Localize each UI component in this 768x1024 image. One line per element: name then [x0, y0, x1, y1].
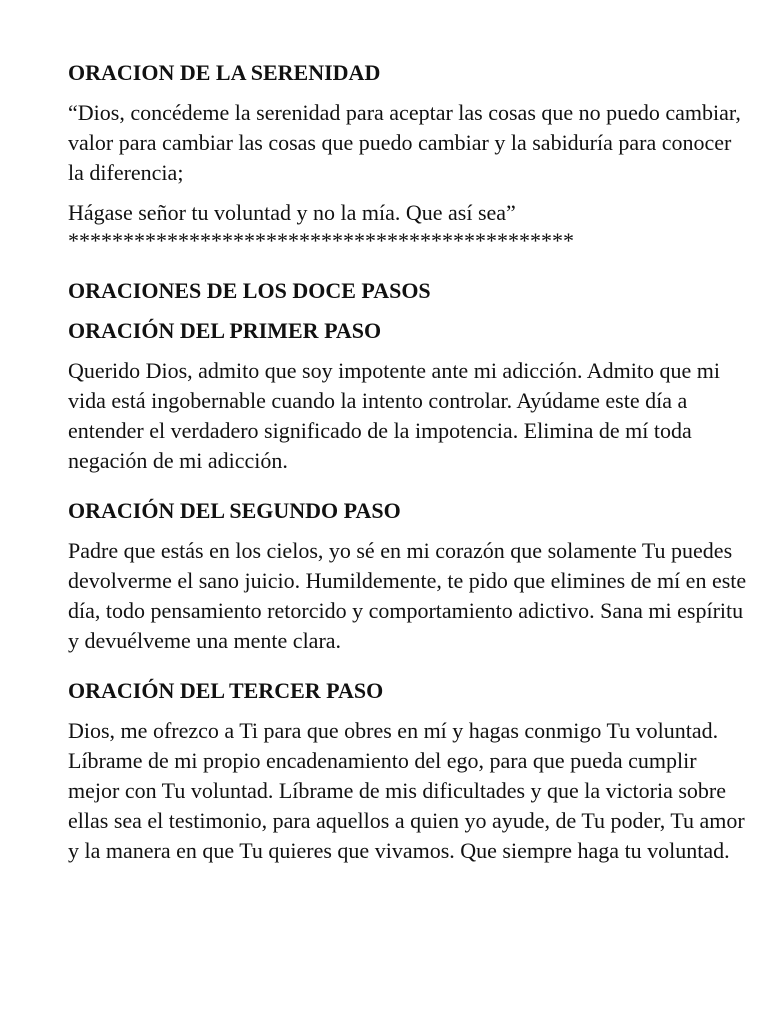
- asterisk-separator: **********************************************: [68, 228, 574, 253]
- twelve-steps-title: ORACIONES DE LOS DOCE PASOS: [68, 278, 431, 303]
- serenity-prayer-title: ORACION DE LA SERENIDAD: [68, 60, 381, 85]
- step-3-text: Dios, me ofrezco a Ti para que obres en mí y hagas conmigo Tu voluntad. Líbrame de mi propio encadenamiento del ego, para que pueda cumplir mejor con Tu voluntad. Líbrame de mis dificultades y que la victoria sobre ellas sea el testimonio, para aquellos a quien yo ayude, de Tu poder, Tu amor y la manera en que Tu quieres que vivamos. Que siempre haga tu voluntad.: [68, 718, 745, 863]
- step-1-text: Querido Dios, admito que soy impotente ante mi adicción. Admito que mi vida está ingobernable cuando la intento controlar. Ayúdame este día a entender el verdadero significado de la impotencia. Elimina de mí toda negación de mi adicción.: [68, 358, 720, 473]
- document-page: [68, 58, 748, 866]
- serenity-prayer-text: “Dios, concédeme la serenidad para aceptar las cosas que no puedo cambiar, valor para cambiar las cosas que puedo cambiar y la sabiduría para conocer la diferencia;: [68, 100, 741, 185]
- step-2-title: ORACIÓN DEL SEGUNDO PASO: [68, 498, 401, 523]
- step-2-text: Padre que estás en los cielos, yo sé en mi corazón que solamente Tu puedes devolverme el sano juicio. Humildemente, te pido que elimines de mí en este día, todo pensamiento retorcido y comportamiento adictivo. Sana mi espíritu y devuélveme una mente clara.: [68, 538, 747, 653]
- serenity-prayer-closing: Hágase señor tu voluntad y no la mía. Que así sea”: [68, 200, 516, 225]
- step-1-title: ORACIÓN DEL PRIMER PASO: [68, 318, 382, 343]
- step-3-title: ORACIÓN DEL TERCER PASO: [68, 678, 384, 703]
